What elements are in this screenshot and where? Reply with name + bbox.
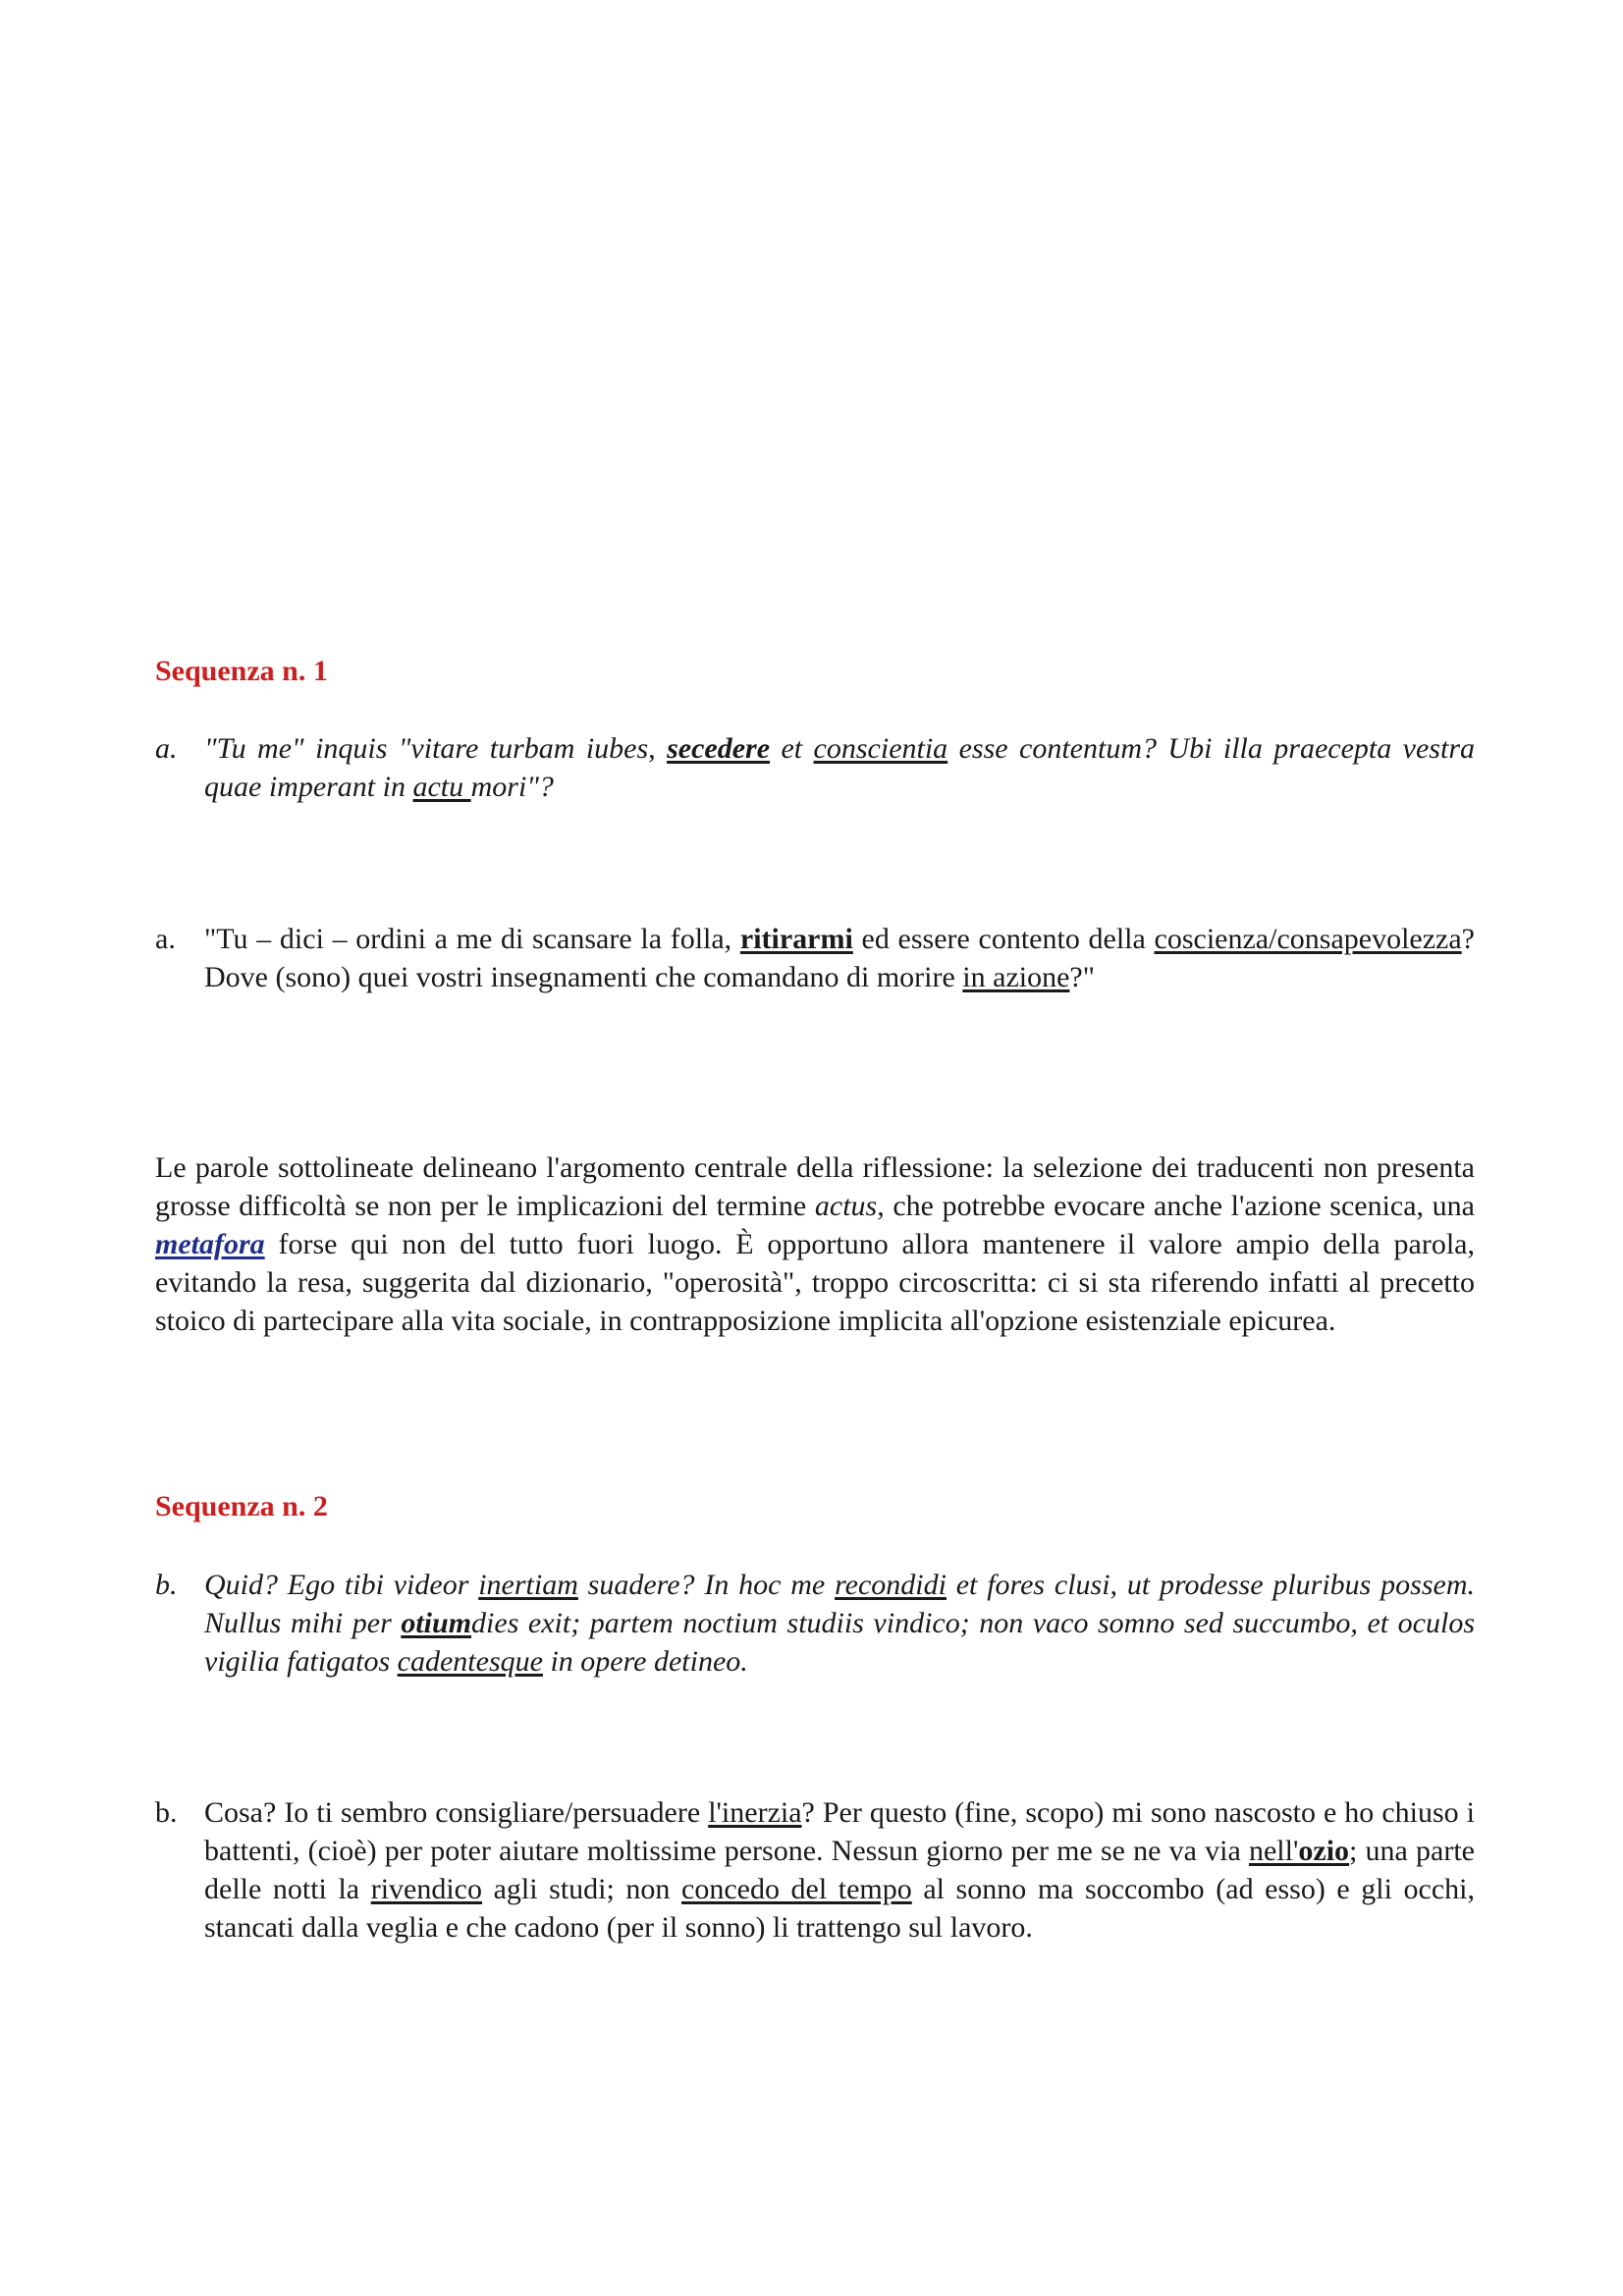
text-run: esse contentum? Ubi illa praecepta vestra quae imperant in <box>204 732 1475 803</box>
text-run: dies exit; partem noctium studiis vindico; non vaco somno sed succumbo, et oculos vigilia fatigatos <box>204 1607 1475 1678</box>
text-run: ? Per questo (fine, scopo) mi sono nascosto e ho chiuso i battenti, (cioè) per poter aiutare moltissime persone. Nessun giorno per me se ne va via <box>204 1796 1475 1867</box>
text-run: in opere detineo. <box>542 1645 748 1678</box>
latin-passage-b <box>155 1566 1475 1681</box>
underlined-term: ozio <box>1298 1835 1350 1867</box>
text-run: ? Dove (sono) quei vostri insegnamenti che comandano di morire <box>204 923 1475 993</box>
latin-passage-a <box>155 729 1475 806</box>
translation-passage-b <box>155 1793 1475 1947</box>
translation-passage-a <box>155 920 1475 996</box>
list-marker: a. <box>155 923 176 955</box>
underlined-term: actu <box>412 771 471 803</box>
text-run: et fores clusi, ut prodesse pluribus possem. Nullus mihi per <box>204 1569 1475 1639</box>
text-run: mori"? <box>470 771 554 803</box>
underlined-term: conscientia <box>813 732 948 765</box>
underlined-term: l'inerzia <box>708 1796 802 1829</box>
text-run: al sonno ma soccombo (ad esso) e gli occhi, stancati dalla veglia e che cadono (per il sonno) li trattengo sul lavoro. <box>204 1873 1475 1944</box>
text-run: agli studi; non <box>482 1873 681 1905</box>
underlined-term: inertiam <box>478 1569 578 1601</box>
text-run: forse qui non del tutto fuori luogo. È opportuno allora mantenere il valore ampio della parola, evitando la resa, suggerita dal dizionario, "operosità", troppo circoscritta: ci si sta riferendo infatti al precetto stoico di partecipare alla vita sociale, in contrapposizione implicita all'opzione esistenziale epicurea. <box>155 1228 1475 1337</box>
underlined-term: ritirarmi <box>739 923 853 955</box>
underlined-term: secedere <box>667 732 771 765</box>
underlined-term: coscienza/consapevolezza <box>1154 923 1462 955</box>
text-run: suadere? In hoc me <box>577 1569 836 1601</box>
text-run: , che potrebbe evocare anche l'azione scenica, una <box>877 1190 1475 1222</box>
text-run: Le parole sottolineate delineano l'argomento centrale della riflessione: la selezione dei traducenti non presenta grosse difficoltà se non per le implicazioni del termine <box>155 1151 1475 1222</box>
list-marker: a. <box>155 732 178 765</box>
underlined-term: rivendico <box>370 1873 482 1905</box>
text-run: "Tu me" inquis "vitare turbam iubes, <box>204 732 668 765</box>
underlined-term: concedo del tempo <box>681 1873 912 1905</box>
underlined-term: in azione <box>962 961 1070 993</box>
list-marker: b. <box>155 1569 178 1601</box>
text-run: Quid? Ego tibi videor <box>204 1569 479 1601</box>
text-run: Cosa? Io ti sembro consigliare/persuadere <box>204 1796 709 1829</box>
text-run: ; una parte delle notti la <box>204 1835 1475 1905</box>
text-run: "Tu – dici – ordini a me di scansare la folla, <box>204 923 740 955</box>
commentary-paragraph <box>155 1148 1475 1340</box>
underlined-term: otium <box>401 1607 472 1639</box>
section-heading-2: Sequenza n. 2 <box>155 1490 328 1522</box>
underlined-term: recondidi <box>835 1569 947 1601</box>
metafora-link[interactable]: metafora <box>155 1228 265 1260</box>
italic-term: actus <box>814 1190 878 1222</box>
text-run: ?" <box>1069 961 1095 993</box>
section-heading-1: Sequenza n. 1 <box>155 655 328 687</box>
underlined-term: cadentesque <box>397 1645 543 1678</box>
text-run: et <box>770 732 814 765</box>
text-run: ed essere contento della <box>852 923 1155 955</box>
underlined-term: nell' <box>1248 1835 1299 1867</box>
list-marker: b. <box>155 1796 178 1829</box>
